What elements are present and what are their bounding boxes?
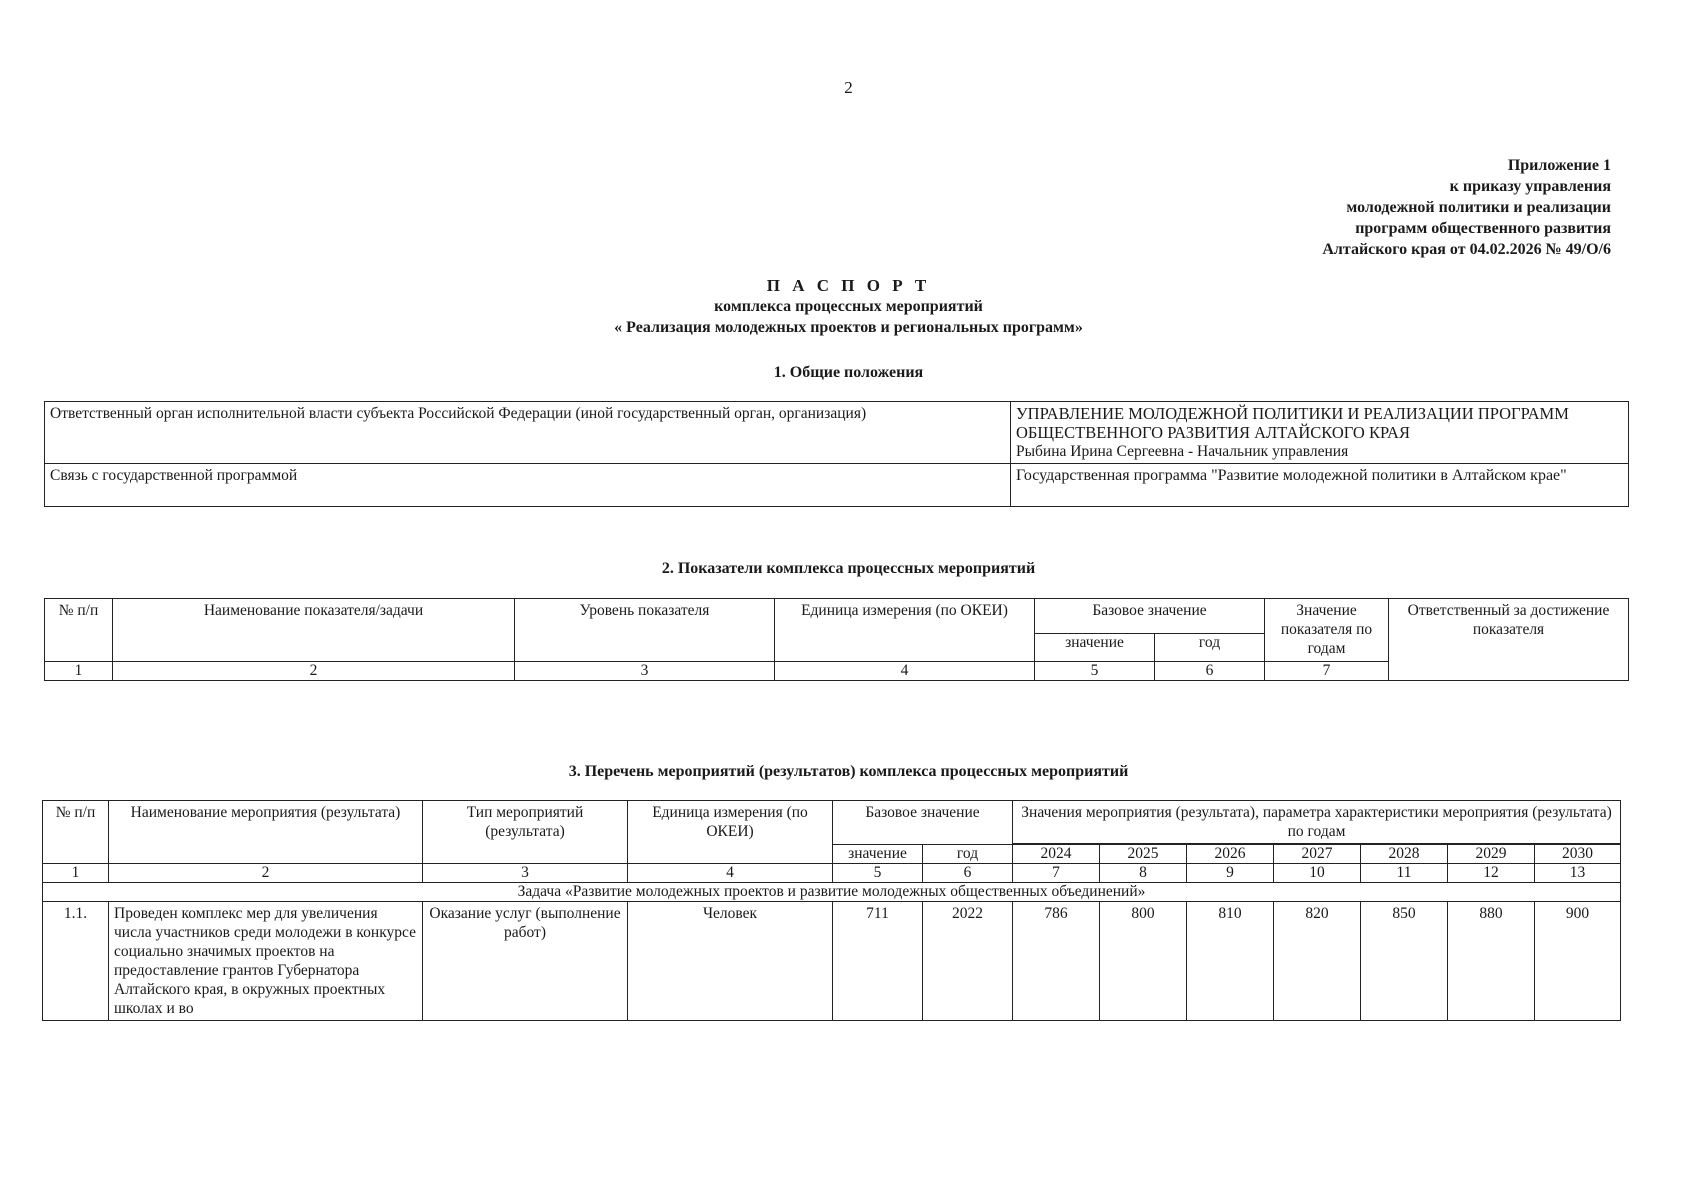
header-activity-name: Наименование мероприятия (результата) bbox=[109, 801, 423, 864]
activity-value: 850 bbox=[1361, 902, 1448, 1021]
activity-value: 786 bbox=[1013, 902, 1100, 1021]
column-number: 12 bbox=[1448, 864, 1535, 883]
activity-unit: Человек bbox=[628, 902, 833, 1021]
header-year: 2024 bbox=[1013, 845, 1100, 864]
activity-type: Оказание услуг (выполнение работ) bbox=[423, 902, 628, 1021]
header-base-value-value: значение bbox=[1035, 634, 1155, 662]
activities-table bbox=[42, 800, 1621, 1021]
header-base-value-year: год bbox=[923, 845, 1013, 864]
column-number: 7 bbox=[1265, 662, 1389, 681]
activity-value: 900 bbox=[1535, 902, 1621, 1021]
column-number: 7 bbox=[1013, 864, 1100, 883]
general-provisions-table bbox=[44, 401, 1629, 507]
table-row bbox=[43, 864, 1621, 883]
header-year: 2027 bbox=[1274, 845, 1361, 864]
program-link-label: Связь с государственной программой bbox=[45, 464, 1011, 507]
appendix-line: программ общественного развития bbox=[1355, 220, 1611, 237]
column-number: 3 bbox=[423, 864, 628, 883]
header-num: № п/п bbox=[43, 801, 109, 864]
passport-heading: П А С П О Р Т bbox=[766, 276, 931, 295]
table-row bbox=[45, 402, 1629, 464]
document-title bbox=[0, 275, 1697, 338]
program-link-value: Государственная программа "Развитие молодежной политики в Алтайском крае" bbox=[1011, 464, 1629, 507]
responsible-body-value bbox=[1011, 402, 1629, 464]
activity-value: 880 bbox=[1448, 902, 1535, 1021]
column-number: 1 bbox=[45, 662, 113, 681]
activity-value: 820 bbox=[1274, 902, 1361, 1021]
column-number: 1 bbox=[43, 864, 109, 883]
activity-num: 1.1. bbox=[43, 902, 109, 1021]
header-values-by-years: Значения мероприятия (результата), параметра характеристики мероприятия (результата) по годам bbox=[1013, 801, 1621, 844]
column-number: 5 bbox=[1035, 662, 1155, 681]
header-unit: Единица измерения (по ОКЕИ) bbox=[628, 801, 833, 864]
column-number: 3 bbox=[515, 662, 775, 681]
activity-base-year: 2022 bbox=[923, 902, 1013, 1021]
table-row bbox=[43, 902, 1621, 1021]
activity-name: Проведен комплекс мер для увеличения числа участников среди молодежи в конкурсе социально значимых проектов на предоставление грантов Губернатора Алтайского края, в окружных проектных школах и во bbox=[109, 902, 423, 1021]
appendix-note bbox=[1051, 155, 1611, 260]
header-year: 2030 bbox=[1535, 845, 1621, 864]
section2-heading: 2. Показатели комплекса процессных мероприятий bbox=[661, 560, 1036, 577]
header-base-value: Базовое значение bbox=[1035, 599, 1265, 634]
appendix-line: Приложение 1 bbox=[1507, 157, 1611, 174]
header-year: 2026 bbox=[1187, 845, 1274, 864]
column-number: 2 bbox=[109, 864, 423, 883]
table-row bbox=[43, 883, 1621, 902]
column-number: 13 bbox=[1535, 864, 1621, 883]
header-base-value: Базовое значение bbox=[833, 801, 1013, 845]
header-base-value-year: год bbox=[1155, 634, 1265, 662]
activity-base-value: 711 bbox=[833, 902, 923, 1021]
header-activity-type: Тип мероприятий (результата) bbox=[423, 801, 628, 864]
header-year: 2028 bbox=[1361, 845, 1448, 864]
title-line: « Реализация молодежных проектов и региональных программ» bbox=[614, 319, 1083, 336]
header-num: № п/п bbox=[45, 599, 113, 662]
column-number: 2 bbox=[113, 662, 515, 681]
table-row bbox=[43, 801, 1621, 844]
page-number: 2 bbox=[844, 78, 853, 97]
task-row: Задача «Развитие молодежных проектов и развитие молодежных общественных объединений» bbox=[43, 883, 1621, 902]
section1-heading: 1. Общие положения bbox=[773, 364, 924, 381]
header-year: 2025 bbox=[1100, 845, 1187, 864]
column-number: 10 bbox=[1274, 864, 1361, 883]
header-responsible: Ответственный за достижение показателя bbox=[1389, 599, 1629, 681]
activity-value: 810 bbox=[1187, 902, 1274, 1021]
column-number: 4 bbox=[628, 864, 833, 883]
table-row bbox=[45, 464, 1629, 507]
column-number: 5 bbox=[833, 864, 923, 883]
appendix-line: к приказу управления bbox=[1449, 178, 1611, 195]
activity-value: 800 bbox=[1100, 902, 1187, 1021]
header-year: 2029 bbox=[1448, 845, 1535, 864]
table-row bbox=[45, 599, 1629, 634]
responsible-body-label: Ответственный орган исполнительной власти субъекта Российской Федерации (иной государственный орган, организация) bbox=[45, 402, 1011, 464]
column-number: 9 bbox=[1187, 864, 1274, 883]
appendix-line: молодежной политики и реализации bbox=[1346, 199, 1611, 216]
header-indicator-name: Наименование показателя/задачи bbox=[113, 599, 515, 662]
header-indicator-level: Уровень показателя bbox=[515, 599, 775, 662]
responsible-person: Рыбина Ирина Сергеевна - Начальник управления bbox=[1016, 443, 1349, 460]
appendix-line: Алтайского края от 04.02.2026 № 49/О/6 bbox=[1322, 241, 1611, 258]
column-number: 11 bbox=[1361, 864, 1448, 883]
column-number: 8 bbox=[1100, 864, 1187, 883]
header-unit: Единица измерения (по ОКЕИ) bbox=[775, 599, 1035, 662]
title-line: комплекса процессных мероприятий bbox=[714, 298, 983, 315]
section3-heading: 3. Перечень мероприятий (результатов) комплекса процессных мероприятий bbox=[568, 763, 1129, 780]
column-number: 4 bbox=[775, 662, 1035, 681]
column-number: 6 bbox=[923, 864, 1013, 883]
indicators-table bbox=[44, 598, 1629, 681]
header-values-by-years: Значение показателя по годам bbox=[1265, 599, 1389, 662]
responsible-body-name: УПРАВЛЕНИЕ МОЛОДЕЖНОЙ ПОЛИТИКИ И РЕАЛИЗАЦИИ ПРОГРАММ ОБЩЕСТВЕННОГО РАЗВИТИЯ АЛТАЙСКОГО КРАЯ bbox=[1016, 404, 1569, 442]
header-base-value-value: значение bbox=[833, 845, 923, 864]
column-number: 6 bbox=[1155, 662, 1265, 681]
